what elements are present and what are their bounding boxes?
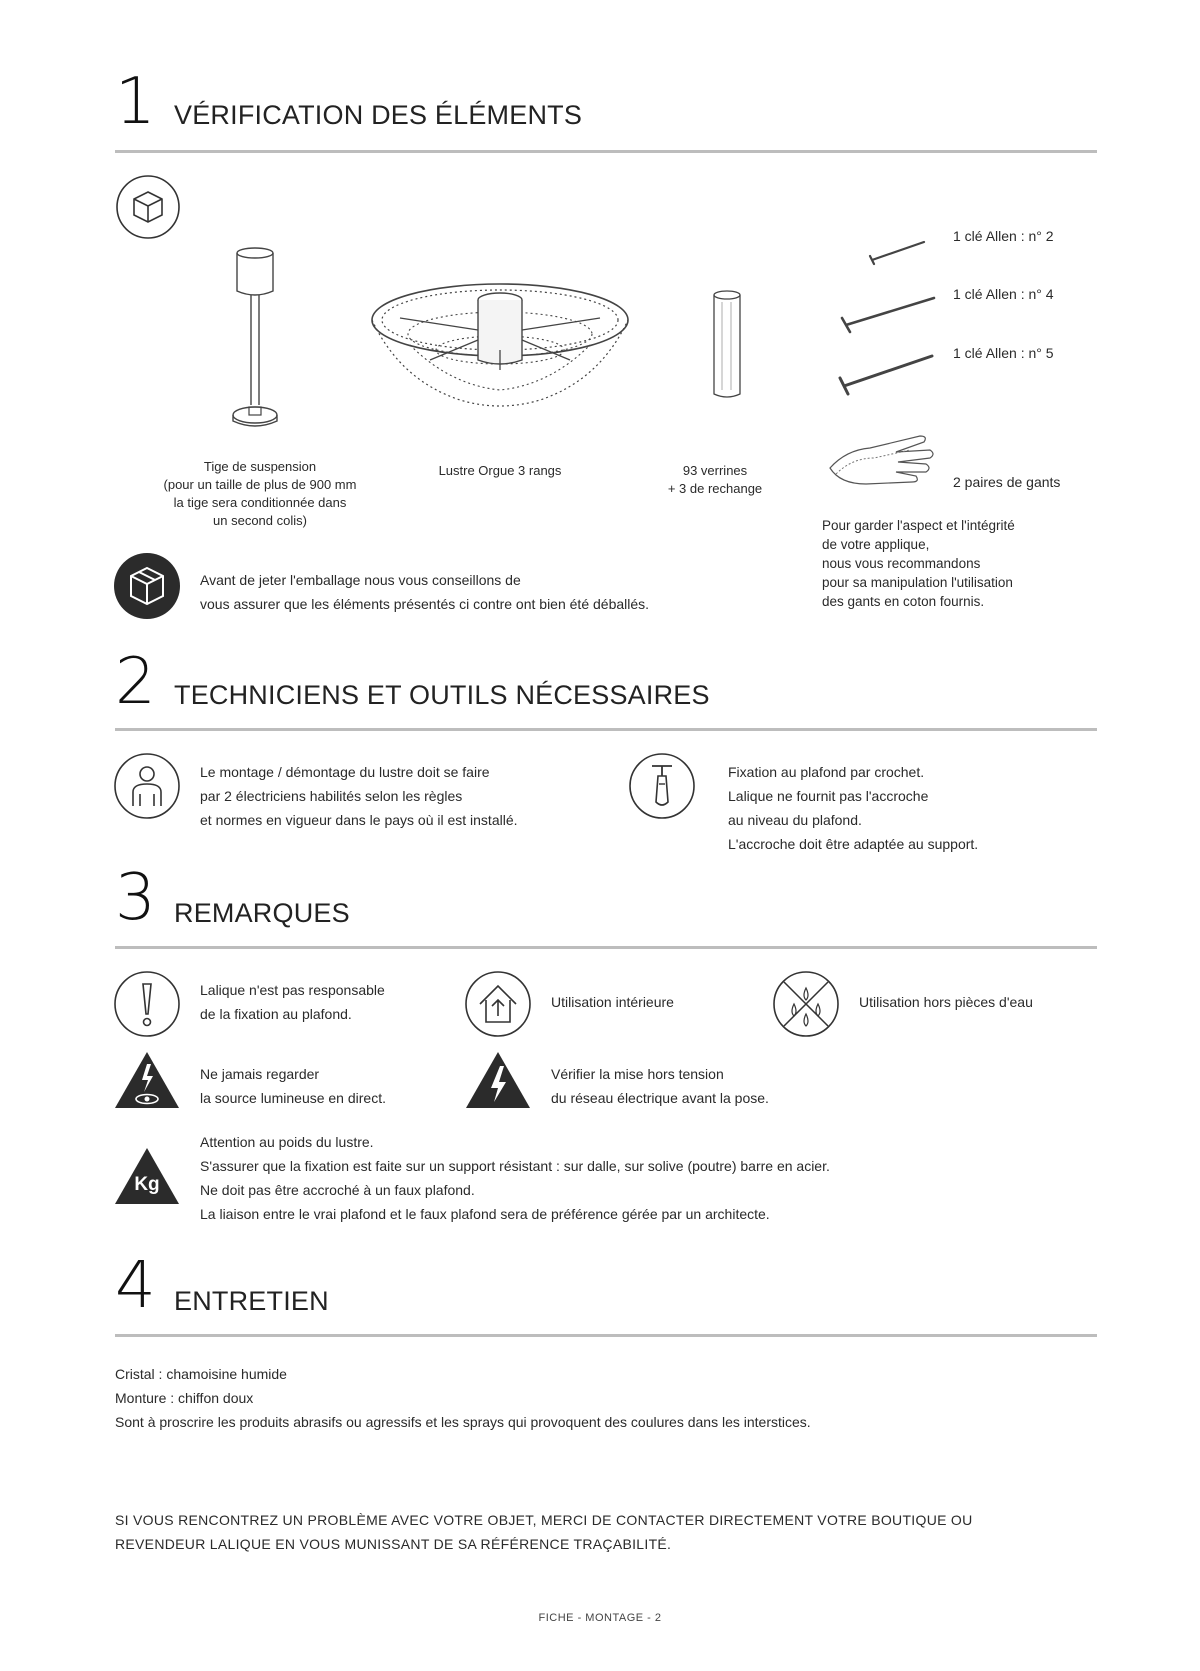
section-1-divider xyxy=(115,150,1097,153)
page-footer: FICHE - MONTAGE - 2 xyxy=(538,1612,662,1624)
rod-caption-line: (pour un taille de plus de 900 mm xyxy=(163,477,357,492)
no-look-text xyxy=(200,1062,386,1110)
weight-line: Attention au poids du lustre. xyxy=(200,1134,374,1150)
section-1-number: 1 xyxy=(115,65,156,139)
weight-text xyxy=(200,1130,830,1226)
fixation-line: au niveau du plafond. xyxy=(728,812,862,828)
weight-line: La liaison entre le vrai plafond et le faux plafond sera de préférence gérée par un architecte. xyxy=(200,1206,770,1222)
electric-warning-icon xyxy=(464,1050,532,1110)
no-water-icon xyxy=(772,970,840,1038)
light-warning-icon xyxy=(113,1050,181,1110)
technicians-line: par 2 électriciens habilités selon les règles xyxy=(200,788,463,804)
allen-key-4-label: 1 clé Allen : n° 4 xyxy=(953,286,1054,302)
maintenance-line: Monture : chiffon doux xyxy=(115,1390,254,1406)
indoor-text: Utilisation intérieure xyxy=(551,994,674,1010)
section-4-divider xyxy=(115,1334,1097,1337)
rod-caption-line: un second colis) xyxy=(213,513,307,528)
gloves-note-line: nous vous recommandons xyxy=(822,556,981,571)
responsibility-line: de la fixation au plafond. xyxy=(200,1006,352,1022)
maintenance-line: Sont à proscrire les produits abrasifs ou agressifs et les sprays qui provoquent des coulures dans les interstices. xyxy=(115,1414,811,1430)
no-look-line: la source lumineuse en direct. xyxy=(200,1090,386,1106)
gloves-illustration xyxy=(826,428,938,490)
power-off-text xyxy=(551,1062,769,1110)
allen-key-2-icon xyxy=(868,238,928,268)
glasses-caption xyxy=(640,462,790,498)
fixation-line: L'accroche doit être adaptée au support. xyxy=(728,836,979,852)
rod-caption xyxy=(130,458,390,530)
gloves-note-line: des gants en coton fournis. xyxy=(822,594,985,609)
weight-warning-icon xyxy=(113,1146,181,1206)
contact-notice xyxy=(115,1508,973,1556)
responsibility-line: Lalique n'est pas responsable xyxy=(200,982,385,998)
glasses-caption-line: + 3 de rechange xyxy=(667,481,763,496)
section-2-divider xyxy=(115,728,1097,731)
allen-key-5-icon xyxy=(836,352,936,400)
chandelier-caption-line: Lustre Orgue 3 rangs xyxy=(438,463,562,478)
gloves-note-line: Pour garder l'aspect et l'intégrité xyxy=(822,518,1015,533)
weight-icon-label: Kg xyxy=(134,1174,160,1195)
chandelier-illustration xyxy=(370,270,630,430)
rod-caption-line: la tige sera conditionnée dans xyxy=(173,495,347,510)
fixation-text xyxy=(728,760,978,856)
box-dark-icon xyxy=(113,552,181,620)
indoor-house-icon xyxy=(464,970,532,1038)
section-2-number: 2 xyxy=(115,645,156,719)
weight-line: S'assurer que la fixation est faite sur un support résistant : sur dalle, sur solive (poutre) barre en acier. xyxy=(200,1158,830,1174)
power-off-line: Vérifier la mise hors tension xyxy=(551,1066,724,1082)
ceiling-hook-icon xyxy=(628,752,696,820)
contact-line: REVENDEUR LALIQUE EN VOUS MUNISSANT DE SA RÉFÉRENCE TRAÇABILITÉ. xyxy=(115,1536,672,1552)
glasses-caption-line: 93 verrines xyxy=(682,463,748,478)
allen-key-2-label: 1 clé Allen : n° 2 xyxy=(953,228,1054,244)
rod-caption-line: Tige de suspension xyxy=(203,459,317,474)
section-2-title: TECHNICIENS ET OUTILS NÉCESSAIRES xyxy=(174,680,710,710)
chandelier-caption xyxy=(395,462,605,480)
maintenance-line: Cristal : chamoisine humide xyxy=(115,1366,287,1382)
technicians-line: Le montage / démontage du lustre doit se faire xyxy=(200,764,490,780)
allen-key-4-icon xyxy=(838,294,938,339)
box-outline-icon xyxy=(115,174,181,240)
no-look-line: Ne jamais regarder xyxy=(200,1066,320,1082)
power-off-line: du réseau électrique avant la pose. xyxy=(551,1090,769,1106)
no-water-text: Utilisation hors pièces d'eau xyxy=(859,994,1033,1010)
fixation-line: Fixation au plafond par crochet. xyxy=(728,764,925,780)
contact-line: SI VOUS RENCONTREZ UN PROBLÈME AVEC VOTRE OBJET, MERCI DE CONTACTER DIRECTEMENT VOTRE BOUTIQUE OU xyxy=(115,1512,973,1528)
gloves-note-line: pour sa manipulation l'utilisation xyxy=(822,575,1013,590)
responsibility-text xyxy=(200,978,385,1026)
section-3-title: REMARQUES xyxy=(174,898,350,928)
technician-icon xyxy=(113,752,181,820)
section-4-title: ENTRETIEN xyxy=(174,1286,329,1316)
section-4-number: 4 xyxy=(115,1249,156,1323)
section-3-number: 3 xyxy=(115,861,156,935)
gloves-label: 2 paires de gants xyxy=(953,474,1061,490)
weight-line: Ne doit pas être accroché à un faux plafond. xyxy=(200,1182,475,1198)
maintenance-text xyxy=(115,1362,811,1434)
allen-key-5-label: 1 clé Allen : n° 5 xyxy=(953,345,1054,361)
section-1-title: VÉRIFICATION DES ÉLÉMENTS xyxy=(174,100,583,130)
exclamation-icon xyxy=(113,970,181,1038)
unpack-note xyxy=(200,568,649,616)
section-3-divider xyxy=(115,946,1097,949)
glass-tube-illustration xyxy=(712,290,742,400)
gloves-note xyxy=(822,516,1015,611)
gloves-note-line: de votre applique, xyxy=(822,537,930,552)
suspension-rod-illustration xyxy=(225,245,285,430)
unpack-note-line: vous assurer que les éléments présentés ci contre ont bien été déballés. xyxy=(200,596,650,612)
technicians-line: et normes en vigueur dans le pays où il est installé. xyxy=(200,812,518,828)
technicians-text xyxy=(200,760,518,832)
fixation-line: Lalique ne fournit pas l'accroche xyxy=(728,788,929,804)
unpack-note-line: Avant de jeter l'emballage nous vous conseillons de xyxy=(200,572,521,588)
